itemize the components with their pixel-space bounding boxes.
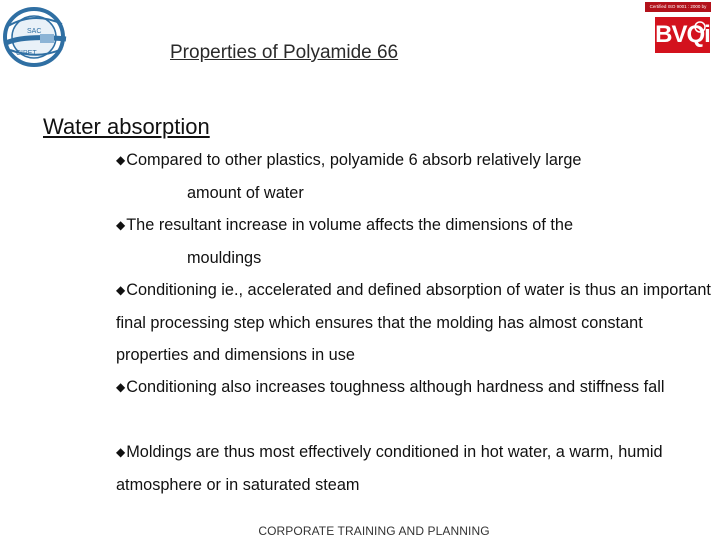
bullet-item (116, 209, 712, 274)
bullet-item (116, 274, 712, 372)
bullet-line-continued: mouldings (187, 248, 262, 267)
diamond-bullet-icon: ◆ (116, 445, 126, 459)
cipet-logo (2, 6, 72, 68)
diamond-bullet-icon: ◆ (116, 380, 126, 394)
diamond-bullet-icon: ◆ (116, 283, 126, 297)
bullet-item (116, 371, 712, 404)
bullet-item (116, 144, 712, 209)
bvqi-brand-text: BVQi (655, 21, 710, 48)
bullet-line: The resultant increase in volume affects the dimensions of the (126, 216, 574, 234)
bullet-item (116, 436, 712, 501)
bvqi-logo (645, 2, 711, 54)
footer-text: CORPORATE TRAINING AND PLANNING (258, 524, 490, 538)
bullet-line: Compared to other plastics, polyamide 6 absorb relatively large (126, 151, 582, 169)
slide-title: Properties of Polyamide 66 (170, 42, 399, 63)
bullet-text: Moldings are thus most effectively conditioned in hot water, a warm, humid atmosphere or in saturated steam (116, 443, 663, 494)
bullet-text: Conditioning also increases toughness although hardness and stiffness fall (126, 378, 665, 396)
bullet-text: Conditioning ie., accelerated and defined absorption of water is thus an important final processing step which ensures that the molding has almost constant properties and dimensions in use (116, 281, 711, 364)
logo-top-text: SAC (27, 28, 42, 35)
cipet-logo-icon (2, 6, 72, 68)
certification-text: Certified ISO 9001 : 2000 by (645, 2, 711, 12)
diamond-bullet-icon: ◆ (116, 153, 126, 167)
diamond-bullet-icon: ◆ (116, 218, 126, 232)
section-heading: Water absorption (43, 114, 210, 139)
logo-bottom-text: CIPET (16, 50, 37, 57)
bvqi-logo-icon (655, 17, 710, 53)
bullet-line-continued: amount of water (187, 183, 304, 202)
